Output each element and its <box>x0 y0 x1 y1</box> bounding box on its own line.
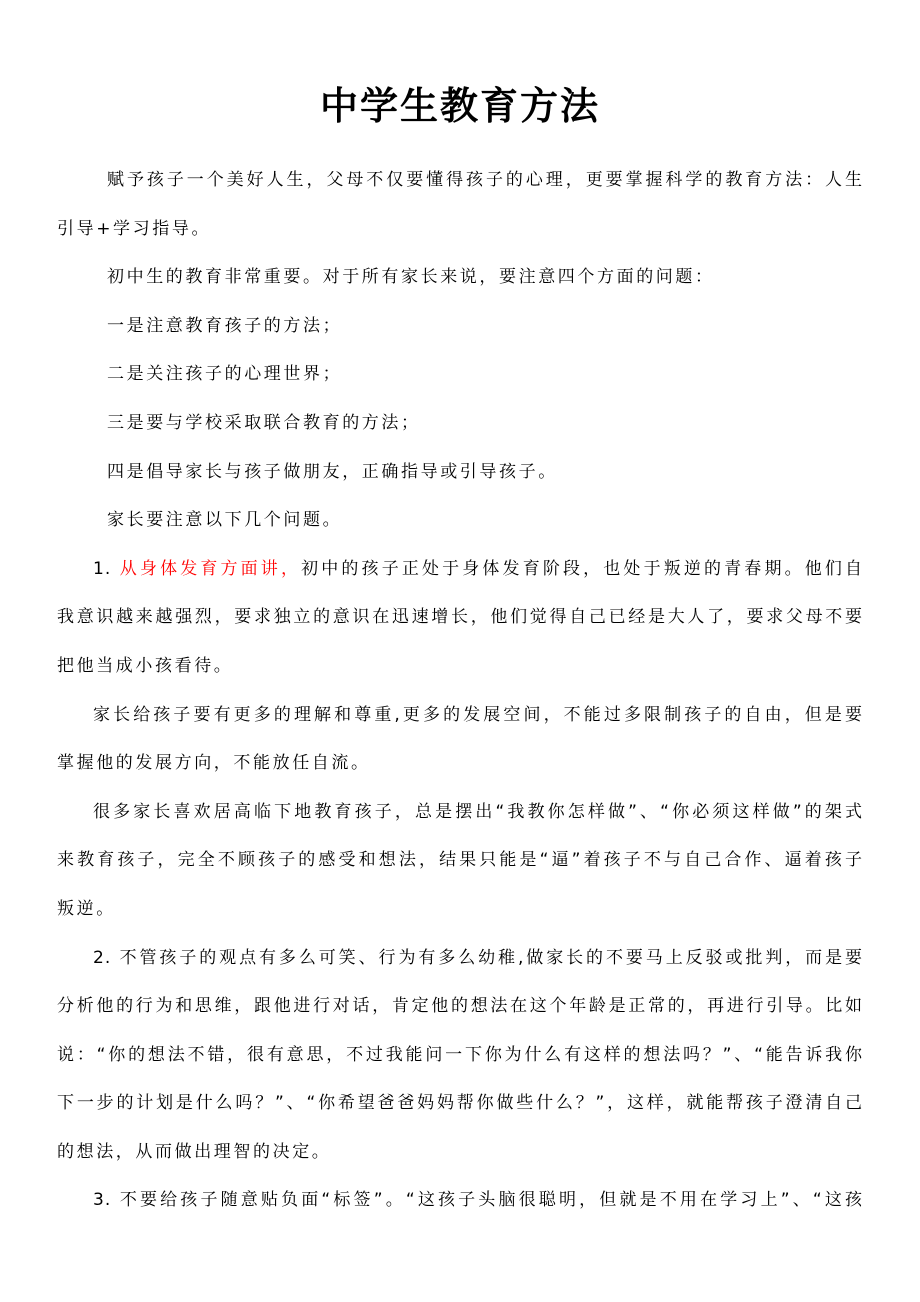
text-line: 把他当成小孩看待。 <box>57 655 234 676</box>
text-line: 初中生的教育非常重要。对于所有家长来说，要注意四个方面的问题： <box>107 267 715 288</box>
paragraph-item-3 <box>57 1180 863 1229</box>
item-number: 2. <box>93 947 112 968</box>
text-line: 来教育孩子，完全不顾孩子的感受和想法，结果只能是“逼”着孩子不与自己合作、逼着孩子 <box>57 850 863 871</box>
text-line: 一是注意教育孩子的方法； <box>107 315 343 336</box>
paragraph-item-2 <box>57 938 863 1181</box>
paragraph-item-1 <box>57 549 863 695</box>
paragraph-notice <box>57 500 863 549</box>
text-line: 引导+学习指导。 <box>57 218 212 239</box>
text-line: 三是要与学校采取联合教育的方法； <box>107 412 421 433</box>
paragraph-importance <box>57 257 863 306</box>
text-line: 很多家长喜欢居高临下地教育孩子，总是摆出“我教你怎样做”、“你必须这样做”的架式 <box>93 801 863 822</box>
text-line: 的想法，从而做出理智的决定。 <box>57 1141 332 1162</box>
paragraph-point-4 <box>57 452 863 501</box>
text-segment: 不管孩子的观点有多么可笑、行为有多么幼稚,做家长的不要马上反驳或批判，而是要 <box>119 947 863 968</box>
text-line: 二是关注孩子的心理世界； <box>107 364 343 385</box>
paragraph-intro <box>57 160 863 257</box>
page-title: 中学生教育方法 <box>319 84 600 128</box>
text-line: 家长给孩子要有更多的理解和尊重,更多的发展空间，不能过多限制孩子的自由，但是要 <box>93 704 863 725</box>
text-segment: 初中的孩子正处于身体发育阶段，也处于叛逆的青春期。他们自 <box>301 558 864 579</box>
paragraph-point-1 <box>57 306 863 355</box>
paragraph-item-1-attitude <box>57 792 863 938</box>
document-body <box>57 160 863 1229</box>
text-segment: 不要给孩子随意贴负面“标签”。“这孩子头脑很聪明，但就是不用在学习上”、“这孩 <box>119 1190 863 1211</box>
text-line: 分析他的行为和思维，跟他进行对话，肯定他的想法在这个年龄是正常的，再进行引导。比如 <box>57 996 863 1017</box>
text-line: 我意识越来越强烈，要求独立的意识在迅速增长，他们觉得自己已经是大人了，要求父母不要 <box>57 607 863 628</box>
text-line <box>57 938 863 987</box>
text-line: 叛逆。 <box>57 898 116 919</box>
paragraph-point-3 <box>57 403 863 452</box>
text-line: 掌握他的发展方向，不能放任自流。 <box>57 753 371 774</box>
text-line: 家长要注意以下几个问题。 <box>107 510 343 531</box>
text-line: 说：“你的想法不错，很有意思，不过我能问一下你为什么有这样的想法吗？”、“能告诉我你 <box>57 1044 863 1065</box>
paragraph-item-1-respect <box>57 695 863 792</box>
text-line: 下一步的计划是什么吗？”、“你希望爸爸妈妈帮你做些什么？”，这样，就能帮孩子澄清自己 <box>57 1093 863 1114</box>
text-line <box>57 549 863 598</box>
text-line: 赋予孩子一个美好人生，父母不仅要懂得孩子的心理，更要掌握科学的教育方法：人生 <box>107 170 863 190</box>
item-number: 1. <box>93 558 112 579</box>
paragraph-point-2 <box>57 354 863 403</box>
text-line <box>57 1180 863 1229</box>
highlighted-heading: 从身体发育方面讲， <box>119 558 302 579</box>
item-number: 3. <box>93 1190 112 1211</box>
text-line: 四是倡导家长与孩子做朋友，正确指导或引导孩子。 <box>107 461 558 482</box>
